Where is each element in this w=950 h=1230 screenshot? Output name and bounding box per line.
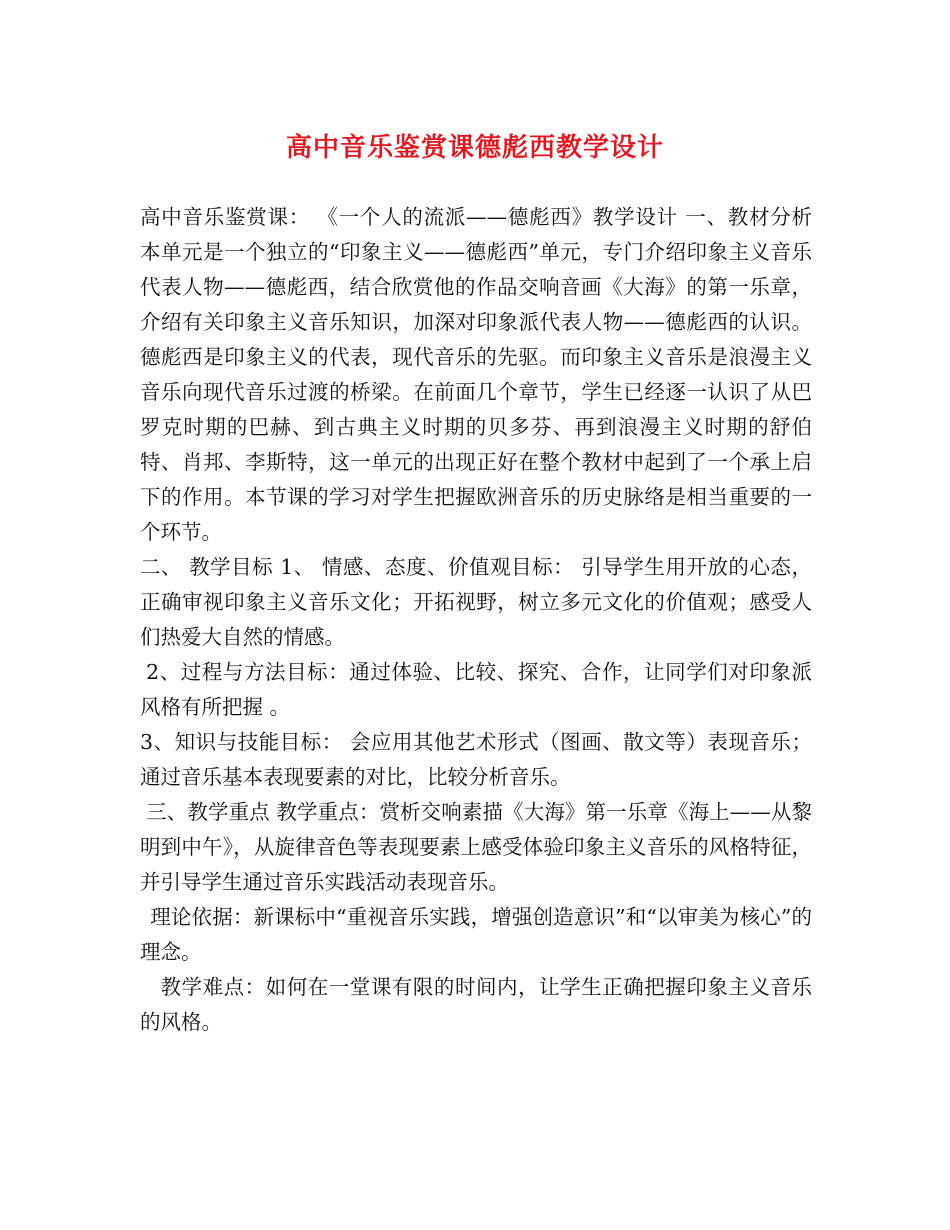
paragraph-theory-basis: 理论依据：新课标中“重视音乐实践，增强创造意识”和“以审美为核心”的理念。: [140, 905, 812, 964]
document-body: [140, 200, 812, 1040]
document-title: 高中音乐鉴赏课德彪西教学设计: [285, 133, 664, 163]
paragraph-process-method-goal: 2、过程与方法目标：通过体验、比较、探究、合作，让同学们对印象派风格有所把握 。: [140, 660, 812, 719]
paragraph-textbook-analysis: 高中音乐鉴赏课： 《一个人的流派——德彪西》教学设计 一、教材分析 本单元是一个独立的“印象主义——德彪西”单元，专门介绍印象主义音乐代表人物——德彪西，结合欣赏他的作品交响音画《大海》的第一乐章，介绍有关印象主义音乐知识，加深对印象派代表人物——德彪西的认识。德彪西是印象主义的代表，现代音乐的先驱。而印象主义音乐是浪漫主义音乐向现代音乐过渡的桥梁。在前面几个章节，学生已经逐一认识了从巴罗克时期的巴赫、到古典主义时期的贝多芬、再到浪漫主义时期的舒伯特、肖邦、李斯特，这一单元的出现正好在整个教材中起到了一个承上启下的作用。本节课的学习对学生把握欧洲音乐的历史脉络是相当重要的一个环节。: [140, 205, 812, 544]
paragraph-teaching-goals: 二、 教学目标 1、 情感、态度、价值观目标： 引导学生用开放的心态，正确审视印象主义音乐文化；开拓视野，树立多元文化的价值观；感受人们热爱大自然的情感。: [140, 555, 812, 649]
paragraph-teaching-focus: 三、教学重点 教学重点：赏析交响素描《大海》第一乐章《海上——从黎明到中午》，从旋律音色等表现要素上感受体验印象主义音乐的风格特征，并引导学生通过音乐实践活动表现音乐。: [140, 800, 812, 894]
paragraph-knowledge-skill-goal: 3、知识与技能目标： 会应用其他艺术形式（图画、散文等）表现音乐；通过音乐基本表现要素的对比，比较分析音乐。: [140, 730, 812, 789]
paragraph-teaching-difficulty: 教学难点：如何在一堂课有限的时间内，让学生正确把握印象主义音乐的风格。: [140, 975, 812, 1034]
